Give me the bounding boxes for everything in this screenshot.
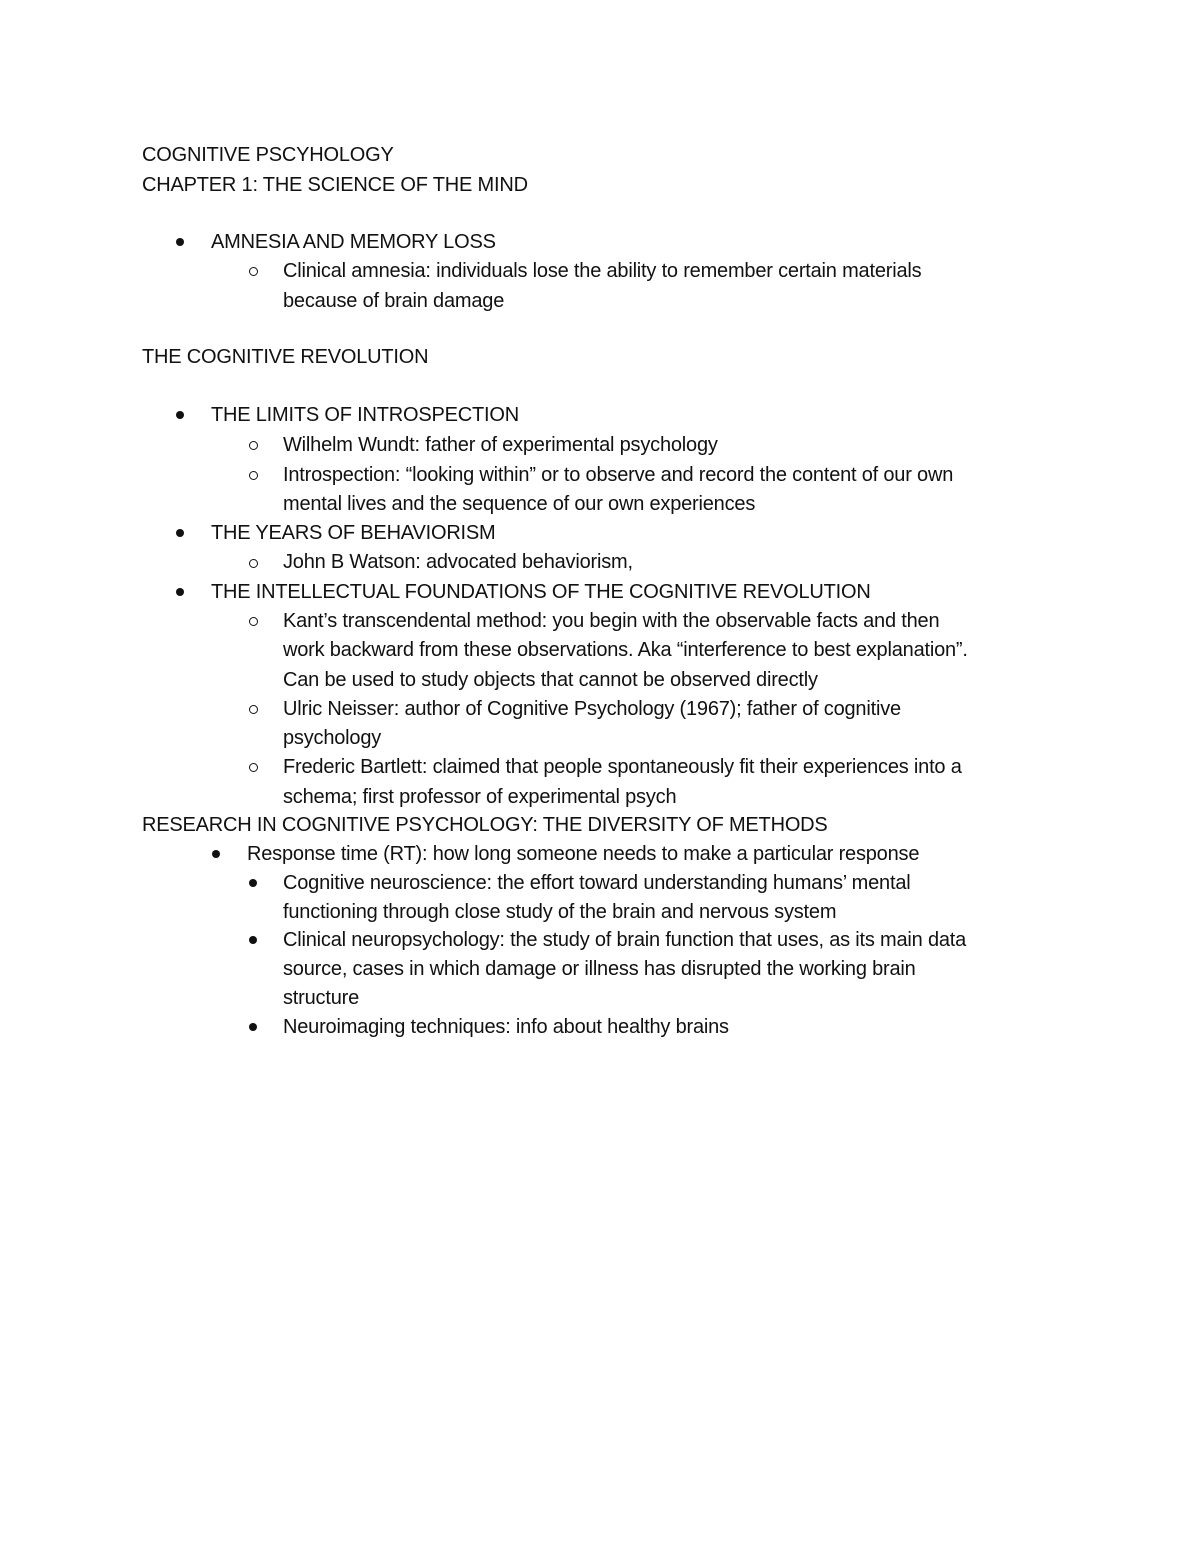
bullet-circle-icon xyxy=(249,471,258,480)
chapter-heading: CHAPTER 1: THE SCIENCE OF THE MIND xyxy=(142,174,528,196)
list-item-line: structure xyxy=(283,987,360,1009)
list-item-line: Clinical amnesia: individuals lose the ability to remember certain materials xyxy=(283,260,922,282)
list-item-line: Clinical neuropsychology: the study of brain function that uses, as its main data xyxy=(283,929,967,951)
list-item-line: Wilhelm Wundt: father of experimental psychology xyxy=(283,434,718,456)
list-item-line: Frederic Bartlett: claimed that people spontaneously fit their experiences into a xyxy=(283,756,962,778)
list-item-line: Cognitive neuroscience: the effort toward understanding humans’ mental xyxy=(283,872,911,894)
list-item-line: Can be used to study objects that cannot be observed directly xyxy=(283,669,818,691)
list-item-line: source, cases in which damage or illness has disrupted the working brain xyxy=(283,958,916,980)
bullet-circle-icon xyxy=(249,441,258,450)
list-item-line: Neuroimaging techniques: info about healthy brains xyxy=(283,1016,729,1038)
bullet-circle-icon xyxy=(249,763,258,772)
bullet-disc-icon xyxy=(176,529,184,537)
subsection-heading: THE INTELLECTUAL FOUNDATIONS OF THE COGNITIVE REVOLUTION xyxy=(211,581,871,603)
list-item-line: because of brain damage xyxy=(283,290,505,312)
bullet-circle-icon xyxy=(249,705,258,714)
bullet-disc-icon xyxy=(249,879,257,887)
list-item-line: functioning through close study of the brain and nervous system xyxy=(283,901,837,923)
section1-heading: AMNESIA AND MEMORY LOSS xyxy=(211,231,496,253)
list-item-line: Kant’s transcendental method: you begin with the observable facts and then xyxy=(283,610,940,632)
bullet-circle-icon xyxy=(249,617,258,626)
bullet-disc-icon xyxy=(212,850,220,858)
bullet-disc-icon xyxy=(249,1023,257,1031)
section2-heading: THE COGNITIVE REVOLUTION xyxy=(142,346,429,368)
list-item-line: work backward from these observations. Aka “interference to best explanation”. xyxy=(283,639,968,661)
list-item-line: mental lives and the sequence of our own experiences xyxy=(283,493,756,515)
bullet-disc-icon xyxy=(249,936,257,944)
document-title: COGNITIVE PSCYHOLOGY xyxy=(142,144,394,166)
bullet-disc-icon xyxy=(176,411,184,419)
subsection-heading: THE YEARS OF BEHAVIORISM xyxy=(211,522,496,544)
bullet-circle-icon xyxy=(249,267,258,276)
list-item-line: Introspection: “looking within” or to observe and record the content of our own xyxy=(283,464,954,486)
subsection-heading: THE LIMITS OF INTROSPECTION xyxy=(211,404,519,426)
bullet-circle-icon xyxy=(249,559,258,568)
bullet-disc-icon xyxy=(176,238,184,246)
list-item-line: Response time (RT): how long someone needs to make a particular response xyxy=(247,843,920,865)
list-item-line: psychology xyxy=(283,727,382,749)
list-item-line: Ulric Neisser: author of Cognitive Psychology (1967); father of cognitive xyxy=(283,698,901,720)
list-item-line: schema; first professor of experimental psych xyxy=(283,786,677,808)
bullet-disc-icon xyxy=(176,588,184,596)
section3-heading: RESEARCH IN COGNITIVE PSYCHOLOGY: THE DIVERSITY OF METHODS xyxy=(142,814,828,836)
list-item-line: John B Watson: advocated behaviorism, xyxy=(283,551,633,573)
